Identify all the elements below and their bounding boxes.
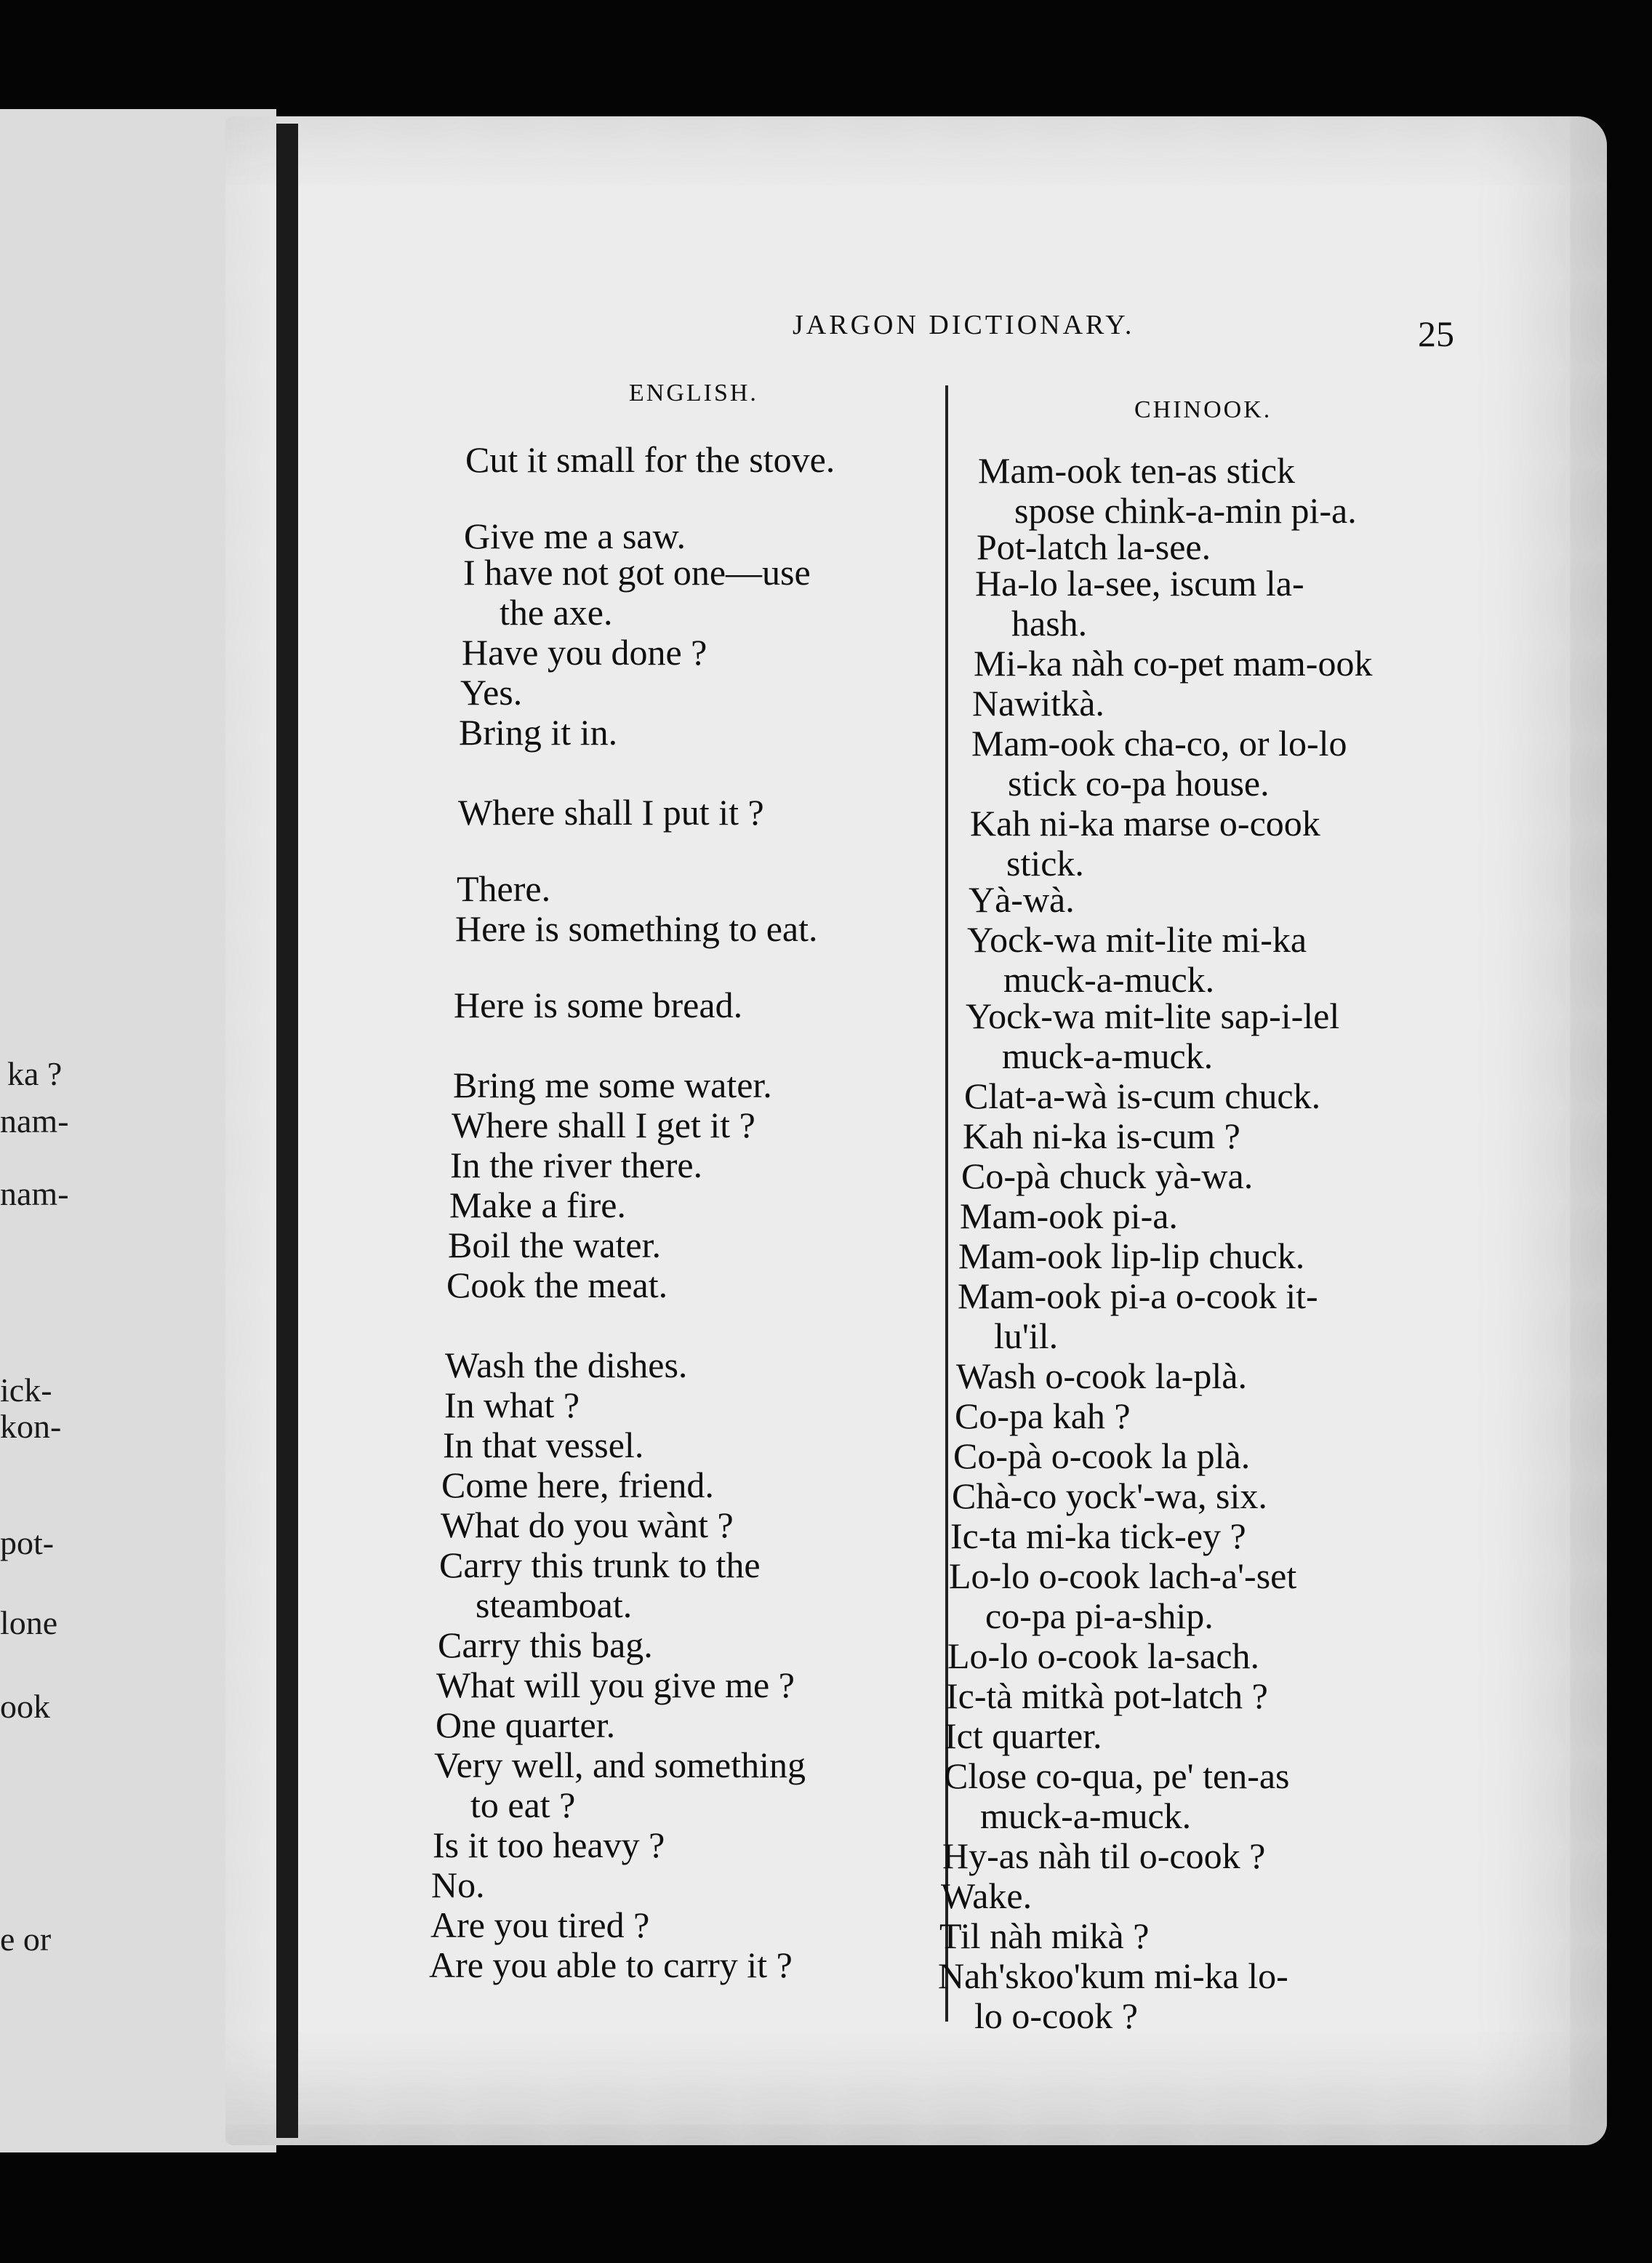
english-entry — [458, 793, 764, 833]
chinook-entry — [974, 644, 1372, 684]
chinook-entry — [958, 1236, 1304, 1276]
left-fragment: ka ? — [7, 1055, 63, 1092]
chinook-line: Wake. — [941, 1875, 1032, 1916]
english-line: Wash the dishes. — [445, 1345, 688, 1385]
chinook-line: Ic-ta mi-ka tick-ey ? — [950, 1515, 1246, 1556]
chinook-entry — [955, 1396, 1131, 1436]
chinook-column-header: CHINOOK. — [1134, 396, 1272, 423]
running-title: JARGON DICTIONARY. — [793, 310, 1135, 340]
chinook-entry — [947, 1636, 1259, 1676]
english-entry — [436, 1665, 795, 1705]
english-line: Carry this trunk to the — [439, 1545, 761, 1585]
english-line: Are you tired ? — [430, 1904, 650, 1945]
english-entry — [434, 1745, 806, 1825]
english-line: Bring me some water. — [453, 1065, 772, 1105]
english-line: There. — [457, 868, 551, 909]
english-entry — [449, 1185, 626, 1225]
left-fragment: ook — [0, 1688, 50, 1725]
english-line: I have not got one—use — [463, 552, 811, 593]
chinook-entry — [950, 1516, 1246, 1556]
english-entry — [431, 1865, 485, 1905]
english-line: Make a fire. — [449, 1185, 626, 1225]
english-line: Bring it in. — [459, 712, 618, 753]
english-entry — [452, 1105, 755, 1145]
chinook-entry — [964, 1076, 1320, 1116]
chinook-line: Nawitkà. — [972, 683, 1104, 724]
english-line: Where shall I get it ? — [452, 1105, 755, 1145]
english-entry — [443, 1425, 643, 1465]
english-line: Come here, friend. — [441, 1465, 714, 1505]
chinook-line: Mam-ook pi-a o-cook it- — [958, 1275, 1318, 1316]
chinook-line: hash. — [1011, 603, 1088, 644]
english-entry — [430, 1905, 649, 1945]
chinook-entry — [953, 1436, 1250, 1476]
english-entry — [460, 673, 522, 713]
chinook-line: Chà-co yock'-wa, six. — [952, 1475, 1267, 1516]
chinook-line: stick. — [1006, 843, 1084, 884]
chinook-line: muck-a-muck. — [1002, 1036, 1214, 1076]
english-entry — [453, 1065, 772, 1105]
chinook-line: Kah ni-ka is-cum ? — [963, 1116, 1240, 1156]
chinook-line: Co-pà o-cook la plà. — [953, 1435, 1251, 1476]
english-line: No. — [431, 1865, 485, 1905]
english-line: In what ? — [444, 1385, 580, 1425]
english-line: Yes. — [460, 672, 523, 713]
english-entry — [429, 1945, 793, 1985]
chinook-line: Co-pa kah ? — [955, 1395, 1131, 1436]
chinook-entry — [961, 1156, 1253, 1196]
chinook-line: Hy-as nàh til o-cook ? — [942, 1835, 1266, 1876]
chinook-entry — [946, 1676, 1268, 1716]
english-entry — [465, 440, 835, 480]
chinook-line: Mam-ook ten-as stick — [978, 450, 1296, 491]
english-entry — [448, 1225, 661, 1265]
chinook-entry — [967, 920, 1307, 1000]
chinook-line: muck-a-muck. — [1003, 959, 1215, 1000]
chinook-entry — [972, 684, 1104, 724]
chinook-entry — [977, 527, 1211, 567]
english-entry — [445, 1345, 687, 1385]
english-entry — [462, 633, 707, 673]
chinook-line: lu'il. — [994, 1315, 1059, 1356]
chinook-line: Yà-wà. — [969, 879, 1075, 920]
chinook-entry — [975, 564, 1304, 644]
chinook-entry — [952, 1476, 1267, 1516]
page-number: 25 — [1418, 313, 1454, 354]
chinook-line: Clat-a-wà is-cum chuck. — [964, 1076, 1321, 1116]
english-entry — [441, 1505, 734, 1545]
chinook-line: Pot-latch la-see. — [977, 526, 1211, 567]
english-line: In that vessel. — [443, 1425, 644, 1465]
chinook-line: Mam-ook cha-co, or lo-lo — [971, 723, 1347, 764]
chinook-line: co-pa pi-a-ship. — [985, 1595, 1214, 1636]
left-fragment: e or — [0, 1920, 52, 1958]
english-entry — [457, 869, 550, 909]
english-entry — [464, 516, 686, 556]
chinook-line: Ha-lo la-see, iscum la- — [975, 563, 1304, 604]
chinook-line: Nah'skoo'kum mi-ka lo- — [938, 1955, 1288, 1996]
chinook-entry — [945, 1716, 1102, 1756]
chinook-line: Yock-wa mit-lite mi-ka — [967, 919, 1307, 960]
chinook-line: Lo-lo o-cook lach-a'-set — [949, 1555, 1297, 1596]
chinook-line: Ic-tà mitkà pot-latch ? — [946, 1675, 1268, 1716]
chinook-entry — [956, 1356, 1247, 1396]
english-line: to eat ? — [470, 1785, 576, 1825]
english-line: Cook the meat. — [446, 1265, 668, 1305]
left-fragment: ick- — [0, 1371, 52, 1409]
chinook-line: Lo-lo o-cook la-sach. — [947, 1635, 1260, 1676]
english-line: Have you done ? — [462, 632, 707, 673]
chinook-entry — [969, 880, 1075, 920]
english-line: Boil the water. — [448, 1225, 661, 1265]
chinook-line: Mam-ook lip-lip chuck. — [958, 1235, 1305, 1276]
left-fragment: pot- — [0, 1524, 55, 1561]
chinook-entry — [942, 1836, 1265, 1876]
chinook-line: spose chink-a-min pi-a. — [1014, 490, 1357, 531]
chinook-line: Mam-ook pi-a. — [960, 1195, 1178, 1236]
chinook-line: Ict quarter. — [945, 1715, 1102, 1756]
chinook-entry — [960, 1196, 1178, 1236]
chinook-entry — [970, 804, 1320, 884]
english-entry — [446, 1265, 667, 1305]
chinook-entry — [966, 996, 1339, 1076]
chinook-entry — [939, 1916, 1149, 1956]
chinook-line: Kah ni-ka marse o-cook — [970, 803, 1320, 844]
english-line: Where shall I put it ? — [458, 792, 764, 833]
english-entry — [454, 985, 742, 1025]
left-fragment: lone — [0, 1604, 58, 1641]
chinook-line: Wash o-cook la-plà. — [956, 1355, 1247, 1396]
english-entry — [433, 1825, 665, 1865]
english-line: In the river there. — [450, 1145, 703, 1185]
english-entry — [450, 1145, 702, 1185]
english-line: steamboat. — [476, 1585, 633, 1625]
english-entry — [463, 553, 811, 633]
english-line: Here is some bread. — [454, 985, 743, 1025]
english-entry — [438, 1625, 653, 1665]
english-line: What will you give me ? — [436, 1665, 795, 1705]
english-entry — [441, 1465, 714, 1505]
chinook-entry — [971, 724, 1347, 804]
chinook-line: Til nàh mikà ? — [939, 1915, 1150, 1956]
english-line: Give me a saw. — [464, 516, 686, 556]
left-fragment: nam- — [0, 1175, 69, 1212]
english-entry — [436, 1705, 615, 1745]
chinook-entry — [958, 1276, 1318, 1356]
book-gutter — [276, 124, 298, 2138]
chinook-entry — [963, 1116, 1240, 1156]
chinook-entry — [941, 1876, 1032, 1916]
left-fragment: kon- — [0, 1408, 62, 1445]
left-fragment: nam- — [0, 1102, 69, 1139]
english-line: Are you able to carry it ? — [429, 1944, 793, 1985]
chinook-entry — [949, 1556, 1296, 1636]
english-line: Carry this bag. — [438, 1625, 653, 1665]
english-line: Very well, and something — [434, 1745, 806, 1785]
english-entry — [459, 713, 617, 753]
chinook-entry — [938, 1956, 1288, 2036]
english-line: Here is something to eat. — [455, 908, 818, 949]
chinook-line: lo o-cook ? — [974, 1995, 1138, 2036]
english-line: the axe. — [500, 592, 613, 633]
english-entry — [439, 1545, 761, 1625]
chinook-line: muck-a-muck. — [980, 1795, 1192, 1836]
chinook-line: Co-pà chuck yà-wa. — [961, 1155, 1254, 1196]
english-line: Is it too heavy ? — [433, 1825, 665, 1865]
chinook-entry — [944, 1756, 1290, 1836]
english-entry — [444, 1385, 580, 1425]
english-line: One quarter. — [436, 1705, 616, 1745]
english-line: Cut it small for the stove. — [465, 439, 835, 480]
english-line: What do you wànt ? — [441, 1505, 734, 1545]
chinook-line: Close co-qua, pe' ten-as — [944, 1755, 1290, 1796]
chinook-line: stick co-pa house. — [1008, 763, 1270, 804]
chinook-line: Yock-wa mit-lite sap-i-lel — [966, 996, 1340, 1036]
english-entry — [455, 909, 818, 949]
chinook-entry — [978, 451, 1357, 531]
chinook-line: Mi-ka nàh co-pet mam-ook — [974, 643, 1373, 684]
english-column-header: ENGLISH. — [629, 380, 758, 406]
